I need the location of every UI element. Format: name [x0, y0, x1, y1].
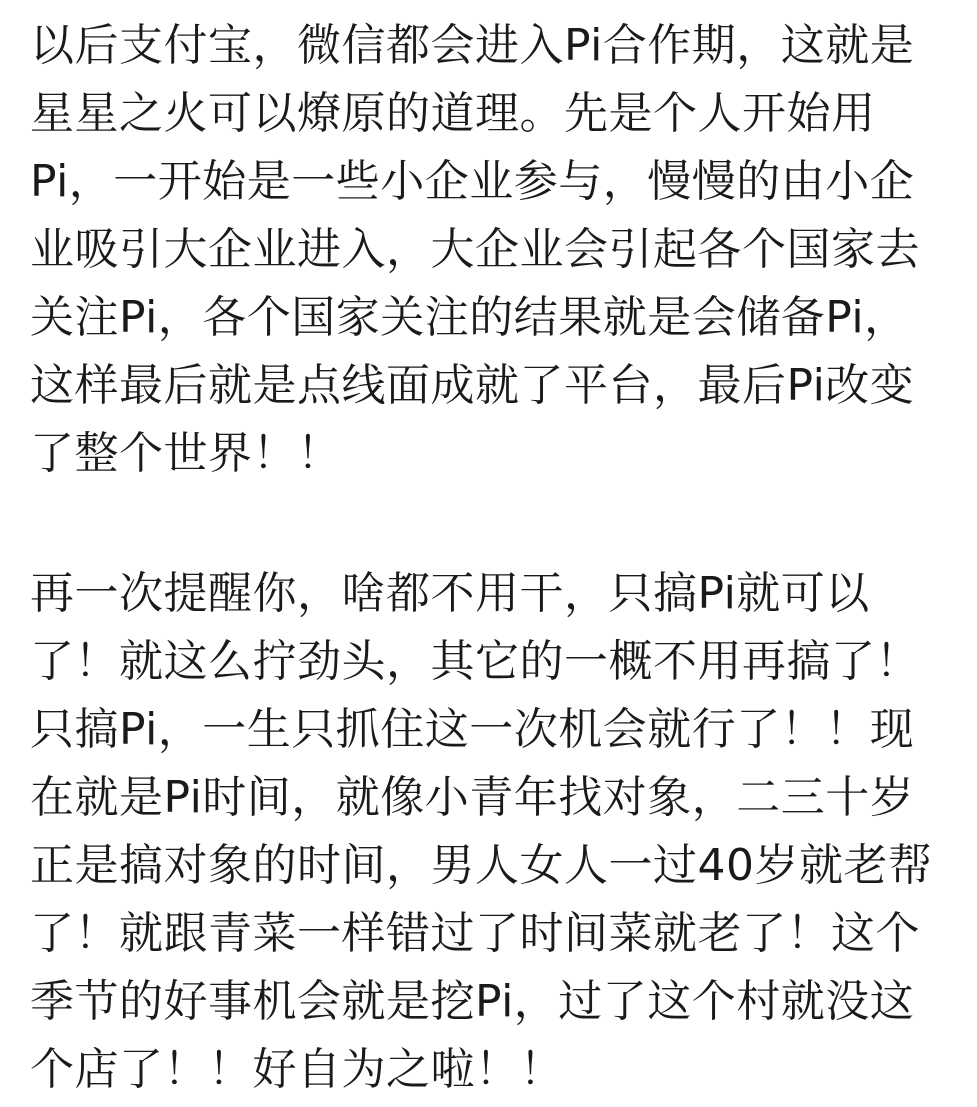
text-line: 关注Pi，各个国家关注的结果就是会储备Pi， — [30, 292, 909, 343]
text-line: 再一次提醒你，啥都不用干，只搞Pi就可以 — [30, 568, 870, 619]
text-line: 只搞Pi，一生只抓住这一次机会就行了！！现 — [30, 704, 915, 755]
text-line: 业吸引大企业进入，大企业会引起各个国家去 — [30, 224, 920, 275]
text-line: 了！就跟青菜一样错过了时间菜就老了！这个 — [30, 908, 920, 959]
text-line: 星星之火可以燎原的道理。先是个人开始用 — [30, 88, 876, 139]
text-line: Pi，一开始是一些小企业参与，慢慢的由小企 — [30, 156, 915, 207]
text-line: 在就是Pi时间，就像小青年找对象，二三十岁 — [30, 772, 915, 823]
text-line: 正是搞对象的时间，男人女人一过40岁就老帮 — [30, 840, 933, 891]
text-line: 了！就这么拧劲头，其它的一概不用再搞了！ — [30, 636, 920, 687]
text-line: 以后支付宝，微信都会进入Pi合作期，这就是 — [30, 20, 915, 71]
text-line: 个店了！！好自为之啦！！ — [30, 1044, 564, 1095]
text-line: 季节的好事机会就是挖Pi，过了这个村就没这 — [30, 976, 915, 1027]
text-line: 这样最后就是点线面成就了平台，最后Pi改变 — [30, 360, 915, 411]
text-line: 了整个世界！！ — [30, 428, 342, 479]
